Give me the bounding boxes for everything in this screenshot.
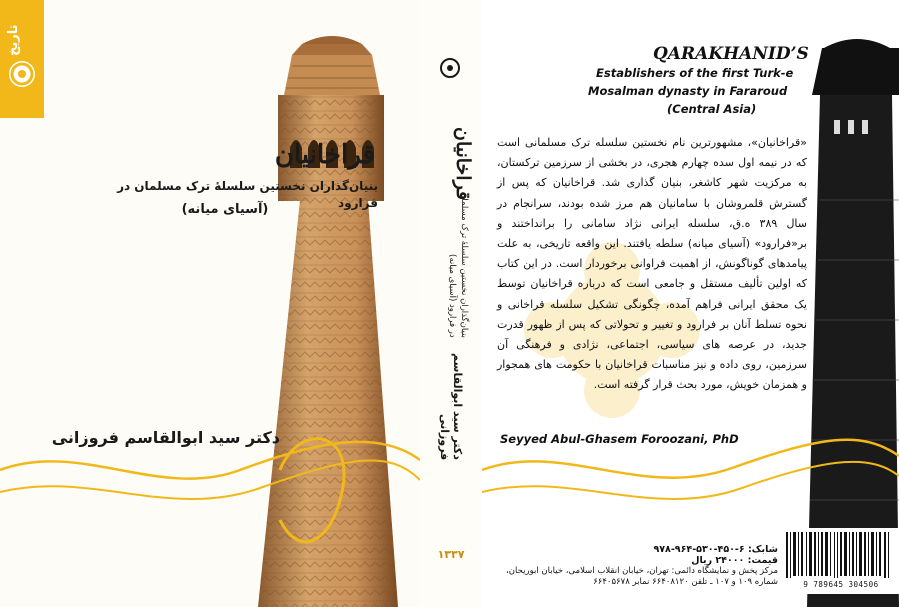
barcode-number: 9 789645 304506 [803, 580, 879, 589]
spine-subtitle: بنیان‌گذاران نخستین سلسلۀ ترک مسلمان در فرارود (آسیای میانه) [447, 192, 469, 338]
front-cover [0, 0, 420, 607]
publication-info [506, 544, 778, 588]
barcode-bars-icon [780, 528, 899, 580]
english-title: QARAKHANID’S [653, 44, 809, 64]
price: قیمت: ۲۴۰۰۰ ریال [691, 555, 778, 566]
isbn: شابک: ۶-۴۵۰-۵۳۰-۹۶۴-۹۷۸ [653, 544, 778, 555]
book-subtitle-region: (آسیای میانه) [181, 202, 269, 217]
publisher-logo-icon [8, 60, 36, 88]
address-line: شماره ۱۰۹ و ۱۰۷ ـ تلفن ۶۶۴۰۸۱۲۰ نمابر ۶۶۴۰۵۶۷۸ [593, 577, 778, 587]
minaret-illustration [0, 0, 420, 607]
english-author: Seyyed Abul-Ghasem Foroozani, PhD [500, 432, 739, 446]
spine-title: قراخانیان [452, 126, 474, 200]
series-label: تاریخ [6, 24, 21, 56]
book-subtitle: بنیان‌گذاران نخستین سلسلۀ ترک مسلمان در فرارود [117, 179, 378, 210]
series-number: ۱۳۳۷ [437, 548, 465, 561]
back-cover-blurb [497, 133, 807, 413]
english-subtitle-line: (Central Asia) [667, 102, 757, 116]
spine-author: دکتر سید ابوالقاسم فروزانی [438, 353, 464, 460]
book-title: قراخانیان [274, 140, 375, 170]
english-subtitle-line: Establishers of the first Turk-e [596, 66, 794, 80]
series-band [0, 0, 44, 118]
english-subtitle-line: Mosalman dynasty in Fararoud [588, 84, 788, 98]
blurb-text: «قراخانیان»، مشهورترین نام نخستین سلسله ترک مسلمانی است که در نیمه اول سده چهارم هجری، در بخشی از سرزمین ترکستان، به مرکزیت شهر کاشغر، بنیان گذاری شد. قراخانیان که پس از گسترش قلمروشان با سامانیان هم مرز شده بودند، سرانجام در سال ۳۸۹ ه.ق، سلسله ایرانی نژاد سامانی را برانداختند و بر«فرارود» (آسیای میانه) سلطه یافتند. این واقعه تاریخی، به علت پیامدهای گوناگونش، از اهمیت فراوانی برخوردار است. در این کتاب که اولین تألیف مستقل و جامعی است که درباره قراخانیان توسط یک محقق ایرانی فراهم آمده، چگونگی تشکیل سلسله قراخانی و نحوه تسلط آنان بر فرارود و تغییر و تحولاتی که پس از ظهور قدرت جدید، در عرصه های سیاسی، اجتماعی، نژادی و فرهنگی آن سرزمین، روی داده و نیز مناسبات قراخانیان با حکومت های همجوار و همزمان خویش، مورد بحث قرار گرفته است. [497, 136, 807, 392]
address-line: مرکز پخش و نمایشگاه دائمی: تهران، خیابان انقلاب اسلامی، خیابان ابوریحان، [506, 566, 778, 576]
spine-logo-icon [440, 58, 460, 78]
author-name: دکتر سید ابوالقاسم فروزانی [51, 428, 280, 447]
